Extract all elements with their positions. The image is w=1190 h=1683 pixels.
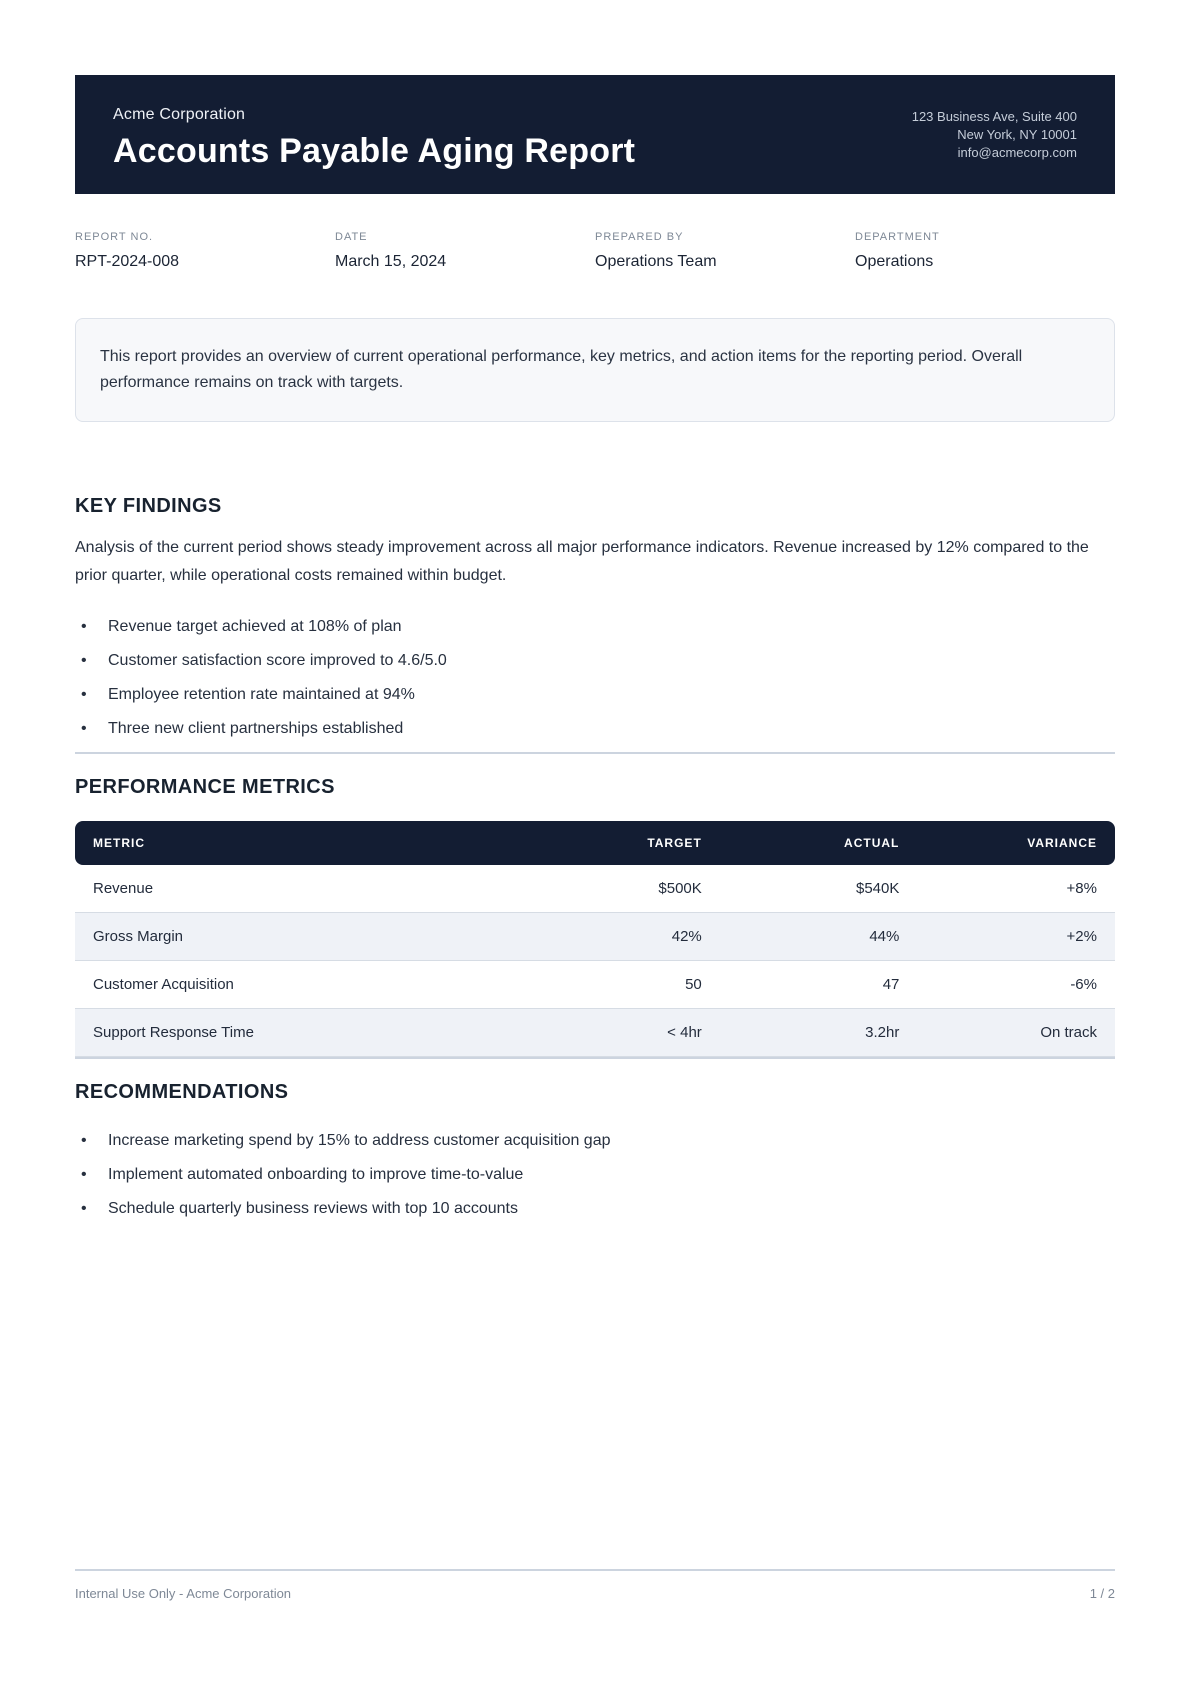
address-line-street: 123 Business Ave, Suite 400 <box>911 109 1077 124</box>
meta-label: DATE <box>335 231 368 243</box>
footer-page-number: 1 / 2 <box>1089 1586 1115 1601</box>
meta-field-department <box>855 231 1115 271</box>
report-title: Accounts Payable Aging Report <box>113 132 636 170</box>
recommendations-section <box>75 1080 1115 1220</box>
cell-target: $500K <box>522 865 720 913</box>
table-body <box>75 865 1115 1057</box>
address-line-city: New York, NY 10001 <box>957 127 1077 142</box>
cell-metric: Customer Acquisition <box>75 961 522 1009</box>
cell-metric: Support Response Time <box>75 1009 522 1057</box>
cell-actual: 47 <box>720 961 918 1009</box>
cell-actual: $540K <box>720 865 918 913</box>
performance-metrics-section <box>75 775 1115 1057</box>
cell-variance: -6% <box>917 961 1115 1009</box>
company-name: Acme Corporation <box>113 106 246 123</box>
meta-label: PREPARED BY <box>595 231 684 243</box>
summary-box <box>75 318 1115 422</box>
table-row <box>75 913 1115 961</box>
page-footer <box>75 1569 1115 1601</box>
cell-metric: Gross Margin <box>75 913 522 961</box>
table-row <box>75 1009 1115 1057</box>
cell-variance: On track <box>917 1009 1115 1057</box>
list-item: • Increase marketing spend by 15% to address customer acquisition gap <box>75 1130 1115 1152</box>
section-divider <box>75 1057 1115 1059</box>
cell-metric: Revenue <box>75 865 522 913</box>
cell-actual: 44% <box>720 913 918 961</box>
meta-field-prepared-by <box>595 231 855 271</box>
list-item: • Three new client partnerships established <box>75 718 1115 740</box>
recommendations-list <box>75 1130 1115 1220</box>
recommendations-heading: RECOMMENDATIONS <box>75 1081 289 1103</box>
list-item: • Customer satisfaction score improved to 4.6/5.0 <box>75 650 1115 672</box>
key-findings-section <box>75 494 1115 740</box>
meta-field-date <box>335 231 595 271</box>
key-findings-list <box>75 616 1115 740</box>
masthead-titles <box>113 105 635 170</box>
performance-metrics-heading: PERFORMANCE METRICS <box>75 776 335 798</box>
column-header-target: TARGET <box>522 821 720 865</box>
list-item: • Schedule quarterly business reviews with top 10 accounts <box>75 1198 1115 1220</box>
summary-text: This report provides an overview of current operational performance, key metrics, and action items for the reporting period. Overall performance remains on track with targets. <box>100 348 1023 391</box>
meta-label: REPORT NO. <box>75 231 154 243</box>
list-item: • Employee retention rate maintained at 94% <box>75 684 1115 706</box>
cell-target: < 4hr <box>522 1009 720 1057</box>
meta-value: March 15, 2024 <box>335 253 447 270</box>
column-header-metric: METRIC <box>75 821 522 865</box>
meta-value: RPT-2024-008 <box>75 253 180 270</box>
report-masthead <box>75 75 1115 194</box>
meta-label: DEPARTMENT <box>855 231 940 243</box>
table-header <box>75 821 1115 865</box>
performance-metrics-table <box>75 821 1115 1057</box>
company-address <box>912 105 1077 162</box>
cell-target: 50 <box>522 961 720 1009</box>
section-divider <box>75 752 1115 754</box>
table-row <box>75 865 1115 913</box>
report-meta <box>75 231 1115 271</box>
cell-actual: 3.2hr <box>720 1009 918 1057</box>
cell-target: 42% <box>522 913 720 961</box>
list-item: • Revenue target achieved at 108% of plan <box>75 616 1115 638</box>
footer-confidentiality: Internal Use Only - Acme Corporation <box>75 1586 292 1601</box>
list-item: • Implement automated onboarding to improve time-to-value <box>75 1164 1115 1186</box>
meta-value: Operations Team <box>595 253 717 270</box>
key-findings-heading: KEY FINDINGS <box>75 495 222 517</box>
cell-variance: +2% <box>917 913 1115 961</box>
table-row <box>75 961 1115 1009</box>
meta-value: Operations <box>855 253 934 270</box>
column-header-variance: VARIANCE <box>917 821 1115 865</box>
meta-field-report-no <box>75 231 335 271</box>
table-header-row <box>75 821 1115 865</box>
key-findings-paragraph: Analysis of the current period shows steady improvement across all major performance indicators. Revenue increased by 12% compared to the prior quarter, while operational costs remained within budget. <box>75 539 1089 584</box>
column-header-actual: ACTUAL <box>720 821 918 865</box>
cell-variance: +8% <box>917 865 1115 913</box>
address-line-email: info@acmecorp.com <box>957 145 1077 160</box>
